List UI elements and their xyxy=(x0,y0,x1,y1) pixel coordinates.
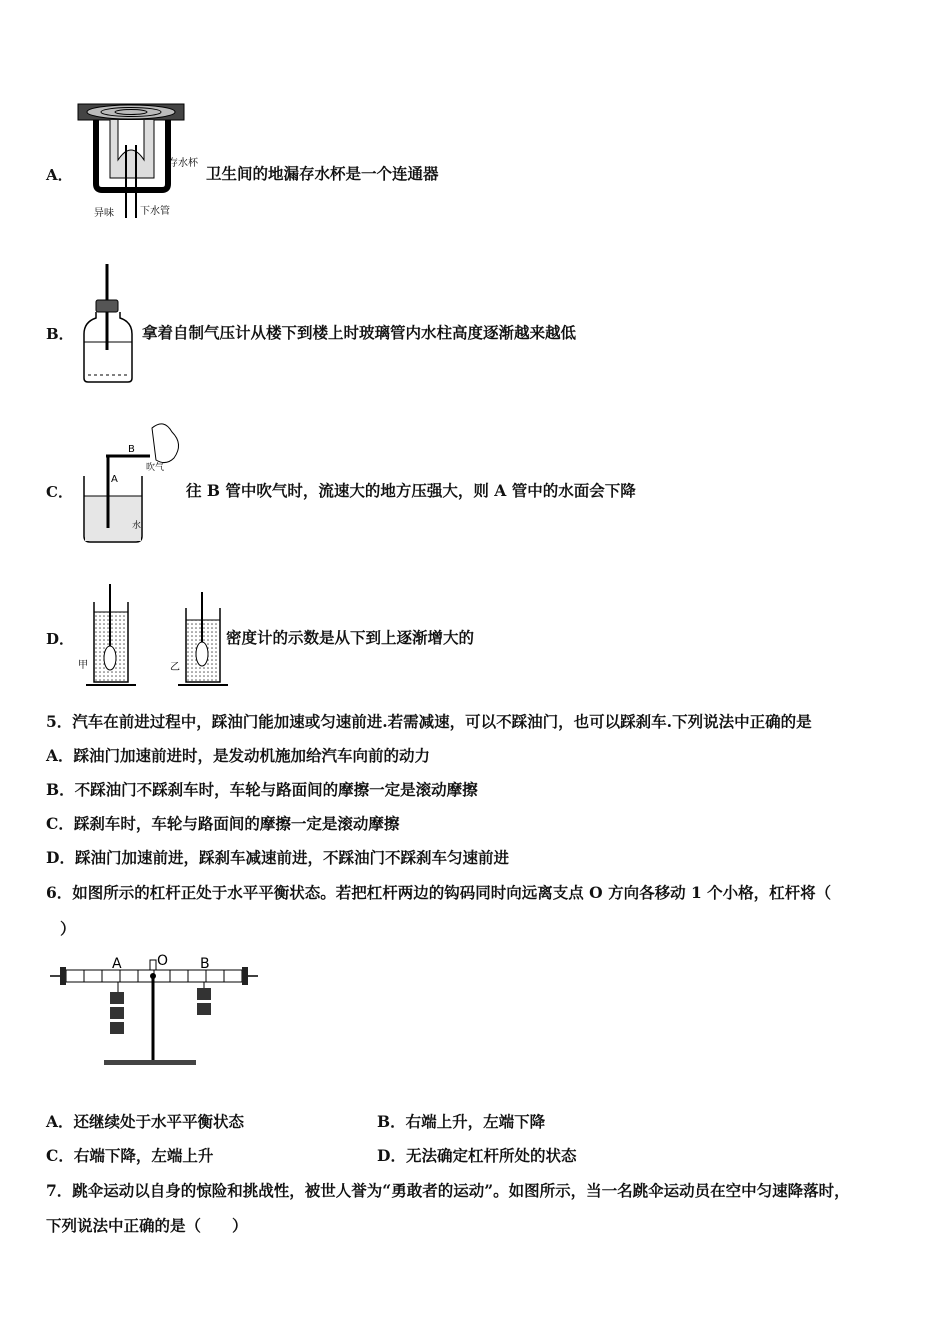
label-a-tube: A xyxy=(111,474,118,485)
option-d-letter: D． xyxy=(46,630,75,648)
q7-stem-line1: 7．跳伞运动以自身的惊险和挑战性，被世人誉为“勇敢者的运动”。如图所示，当一名跳伞运动员在空中匀速降落时， xyxy=(46,1181,850,1200)
blowing-tube-figure xyxy=(80,418,190,546)
lever-figure xyxy=(48,948,262,1074)
option-c-text: 往 B 管中吹气时，流速大的地方压强大，则 A 管中的水面会下降 xyxy=(186,481,636,500)
q6-stem-line1: 6．如图所示的杠杆正处于水平平衡状态。若把杠杆两边的钩码同时向远离支点 O 方向各移动 1 个小格，杠杆将（ xyxy=(46,883,832,902)
q5-option-d: D．踩油门加速前进，踩刹车减速前进，不踩油门不踩刹车匀速前进 xyxy=(46,848,509,867)
option-d-text: 密度计的示数是从下到上逐渐增大的 xyxy=(226,628,475,647)
option-c-letter: C． xyxy=(46,483,73,501)
hydrometer-figure xyxy=(78,578,228,690)
barometer-figure xyxy=(80,262,140,387)
lever-label-o: O xyxy=(157,953,169,969)
q5-option-a: A．踩油门加速前进时，是发动机施加给汽车向前的动力 xyxy=(46,746,431,765)
q6-option-b: B．右端上升，左端下降 xyxy=(377,1112,546,1131)
label-jia: 甲 xyxy=(78,660,88,671)
q6-option-a: A．还继续处于水平平衡状态 xyxy=(46,1112,245,1131)
label-b-tube: B xyxy=(128,444,135,455)
label-cup: 存水杯 xyxy=(168,158,198,169)
label-pipe: 下水管 xyxy=(140,206,170,217)
label-odor: 异味 xyxy=(94,208,114,219)
option-b-letter: B． xyxy=(46,325,74,343)
lever-label-b: B xyxy=(200,956,210,972)
label-yi: 乙 xyxy=(170,662,180,673)
option-a-letter: A． xyxy=(46,166,73,184)
label-water: 水 xyxy=(132,521,142,531)
option-b-text: 拿着自制气压计从楼下到楼上时玻璃管内水柱高度逐渐越来越低 xyxy=(142,323,577,342)
q6-option-d: D．无法确定杠杆所处的状态 xyxy=(377,1146,577,1165)
q5-option-c: C．踩刹车时，车轮与路面间的摩擦一定是滚动摩擦 xyxy=(46,814,400,833)
label-blow: 吹气 xyxy=(146,463,165,473)
floor-drain-figure xyxy=(78,100,203,225)
q6-stem-line2: ） xyxy=(60,919,76,938)
q5-stem: 5．汽车在前进过程中，踩油门能加速或匀速前进.若需减速，可以不踩油门，也可以踩刹车.下列说法中正确的是 xyxy=(46,712,812,731)
q7-stem-line2: 下列说法中正确的是（ ） xyxy=(46,1216,248,1235)
option-a-text: 卫生间的地漏存水杯是一个连通器 xyxy=(206,164,439,183)
q5-option-b: B．不踩油门不踩刹车时，车轮与路面间的摩擦一定是滚动摩擦 xyxy=(46,780,478,799)
lever-label-a: A xyxy=(112,956,122,972)
q6-option-c: C．右端下降，左端上升 xyxy=(46,1146,214,1165)
